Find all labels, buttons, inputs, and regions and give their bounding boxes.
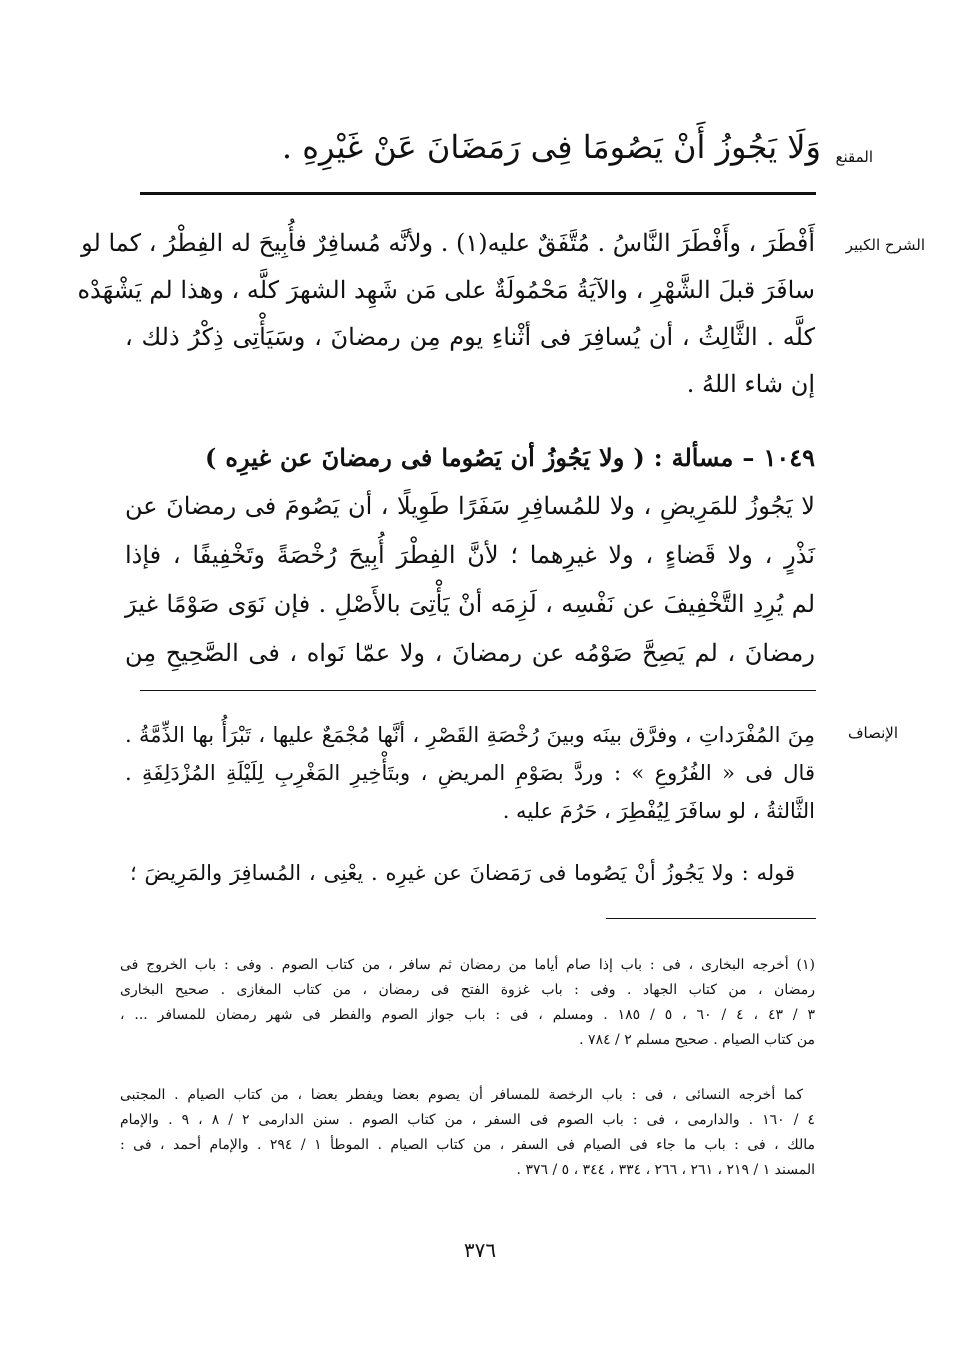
footnote-rule xyxy=(606,918,816,919)
issue-heading: ١٠٤٩ – مسألة : ( ولا يَجُوزُ أن يَصُوما فى رمضانَ عن غيرِه ) xyxy=(205,443,815,472)
insaf-body xyxy=(125,716,815,830)
muqni-text: وَلَا يَجُوزُ أَنْ يَصُومَا فِى رَمَضَانَ عَنْ غَيْرِهِ . xyxy=(281,128,821,166)
footnotes-continued xyxy=(120,1083,815,1183)
insaf-qawluh xyxy=(130,854,795,892)
header-rule xyxy=(140,192,816,195)
issue-line: لا يَجُوزُ للمَرِيضِ ، ولا للمُسافِرِ سَفَرًا طَوِيلًا ، أن يَصُومَ فى رمضانَ عن xyxy=(125,492,815,520)
sharh-line: سافَرَ قبلَ الشَّهْرِ ، والآيَةُ مَحْمُولَةٌ على مَن شَهِد الشهرَ كلَّه ، وهذا لم يَشْهَدْه xyxy=(77,276,815,304)
footnote-line: ٤ / ١٦٠ . والدارمى ، فى : باب الصوم فى السفر ، من كتاب الصوم . سنن الدارمى ٢ / ٨ ، ٩ . والإمام xyxy=(120,1112,815,1128)
muqni-label: المقنع xyxy=(835,148,873,166)
insaf-line: مِنَ المُفْرَداتِ ، وفرَّق بينَه وبينَ رُخْصَةِ القَصْرِ ، أنَّها مُجْمَعٌ عليها ، تَبْرَأُ بها الذِّمَّةُ . xyxy=(125,723,815,747)
issue-line: نَذْرٍ ، ولا قَضاءٍ ، ولا غيرِهما ؛ لأنَّ الفِطْرَ أُبِيحَ رُخْصَةً وتَخْفِيفًا ، فإذا xyxy=(125,541,815,569)
sharh-line: كلَّه . الثَّالِثُ ، أن يُسافِرَ فى أثْناءِ يوم مِن رمضانَ ، وسَيَأْتِى ذِكْرُ ذلك ، xyxy=(125,323,815,351)
issue-line: رمضانَ ، لم يَصِحَّ صَوْمُه عن رمضانَ ، ولا عمّا نَواه ، فى الصَّحِيحِ مِن xyxy=(125,639,815,667)
page-number: ٣٧٦ xyxy=(463,1238,497,1262)
insaf-rule xyxy=(140,690,816,691)
footnote-line: ٣ / ٤٣ ، ٤ / ٦٠ ، ٥ / ١٨٥ . ومسلم ، فى : باب جواز الصوم والفطر فى شهر رمضان للمسافر ... ، xyxy=(120,1007,816,1023)
footnote-line: (١) أخرجه البخارى ، فى : باب إذا صام أياما من رمضان ثم سافر ، من كتاب الصوم . وفى : باب الخروج فى xyxy=(120,957,815,973)
issue-body xyxy=(125,433,815,678)
insaf-label: الإنصاف xyxy=(847,724,898,742)
qawluh-line: قوله : ولا يَجُوزُ أنْ يَصُوما فى رَمَضانَ عن غيرِه . يعْنِى ، المُسافِرَ والمَرِيضَ ؛ xyxy=(130,861,795,885)
sharh-line: أَفْطَرَ ، وأَفْطَرَ النَّاسُ . مُتَّفَقٌ عليه(١) . ولأنَّه مُسافِرٌ فأُبِيحَ له الفِطْرُ ، كما لو xyxy=(81,229,815,257)
insaf-line: الثَّالثةُ ، لو سافَرَ لِيُفْطِرَ ، حَرُمَ عليه . xyxy=(502,799,815,823)
footnote-line: من كتاب الصيام . صحيح مسلم ٢ / ٧٨٤ . xyxy=(579,1032,815,1048)
sharh-body xyxy=(77,220,815,408)
footnote-line: مالك ، فى : باب ما جاء فى الصيام فى السفر ، من كتاب الصيام . الموطأ ١ / ٢٩٤ . والإمام أحمد ، فى : xyxy=(120,1137,815,1153)
footnote-line: رمضان ، من كتاب الجهاد . وفى : باب غزوة الفتح فى رمضان ، من كتاب المغازى . صحيح البخارى xyxy=(120,982,815,998)
sharh-line: إن شاء اللهُ . xyxy=(686,370,815,398)
footnote-line: المسند ١ / ٢١٩ ، ٢٦١ ، ٢٦٦ ، ٣٣٤ ، ٣٤٤ ، ٥ / ٣٧٦ . xyxy=(516,1162,815,1178)
footnotes xyxy=(120,953,815,1053)
footnote-line: كما أخرجه النسائى ، فى : باب الرخصة للمسافر أن يصوم بعضا ويفطر بعضا ، من كتاب الصيام . المجتبى xyxy=(120,1087,803,1103)
issue-line: لم يُرِدِ التَّخْفِيفَ عن نَفْسِه ، لَزِمَه أنْ يَأْتِىَ بالأَصْلِ . فإن نَوَى صَوْمًا غيرَ xyxy=(125,590,816,618)
insaf-line: قال فى « الفُرُوعِ » : وردَّ بصَوْمِ المريضِ ، وبتَأْخِيرِ المَغْرِبِ لِلَيْلَةِ المُزْدَلِفَةِ . xyxy=(125,761,815,785)
sharh-label: الشرح الكبير xyxy=(845,236,925,254)
